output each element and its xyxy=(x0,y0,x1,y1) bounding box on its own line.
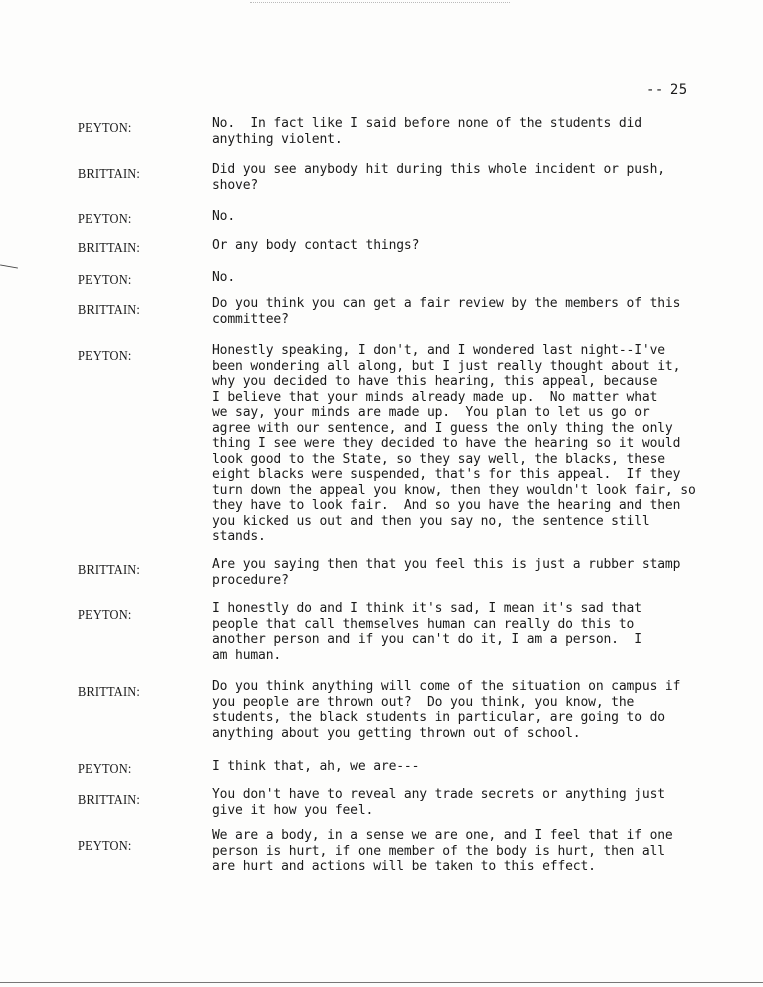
margin-mark xyxy=(0,264,18,268)
speaker-label: BRITTAIN: xyxy=(78,562,141,577)
speaker-label: BRITTAIN: xyxy=(78,302,141,317)
page-number xyxy=(646,82,688,98)
speaker-label: PEYTON: xyxy=(78,211,132,226)
speaker-label: PEYTON: xyxy=(78,607,132,622)
speech-text: Do you think anything will come of the situation on campus if you people are thrown out? Do you think, you know, the students, the black students in particular, are going to do anything about you getting thrown out of school. xyxy=(212,679,681,741)
speech-text: No. xyxy=(212,270,236,285)
speaker-label: PEYTON: xyxy=(78,120,132,135)
speaker-label: BRITTAIN: xyxy=(78,166,141,181)
bottom-edge-line xyxy=(0,982,763,983)
speech-text: No. xyxy=(212,209,236,224)
speech-text: Did you see anybody hit during this whole incident or push, shove? xyxy=(212,162,665,193)
top-edge-mark xyxy=(250,2,510,3)
speech-text: You don't have to reveal any trade secrets or anything just give it how you feel. xyxy=(212,787,665,818)
speaker-label: BRITTAIN: xyxy=(78,684,141,699)
page-number-value: 25 xyxy=(669,82,688,98)
speech-text: No. In fact like I said before none of the students did anything violent. xyxy=(212,116,642,147)
speech-text: Do you think you can get a fair review by the members of this committee? xyxy=(212,296,681,327)
speech-text: Are you saying then that you feel this is just a rubber stamp procedure? xyxy=(212,557,681,588)
speech-text: We are a body, in a sense we are one, and I feel that if one person is hurt, if one member of the body is hurt, then all are hurt and actions will be taken to this effect. xyxy=(212,828,673,874)
speech-text: I honestly do and I think it's sad, I mean it's sad that people that call themselves human can really do this to another person and if you can't do it, I am a person. I am human. xyxy=(212,601,642,663)
speaker-label: BRITTAIN: xyxy=(78,240,141,255)
speech-text: I think that, ah, we are--- xyxy=(212,759,420,774)
speaker-label: PEYTON: xyxy=(78,761,132,776)
speaker-label: PEYTON: xyxy=(78,272,132,287)
page-number-prefix: -- xyxy=(646,82,664,98)
speech-text: Honestly speaking, I don't, and I wondered last night--I've been wondering all along, but I just really thought about it, why you decided to have this hearing, this appeal, because I believe that your minds already made up. No matter what we say, your minds are made up. You plan to let us go or agree with our sentence, and I guess the only thing the only thing I see were they decided to have the hearing so it would look good to the State, so they say well, the blacks, these eight blacks were suspended, that's for this appeal. If they turn down the appeal you know, then they wouldn't look fair, so they have to look fair. And so you have the hearing and then you kicked us out and then you say no, the sentence still stands. xyxy=(212,343,696,544)
speech-text: Or any body contact things? xyxy=(212,238,420,253)
speaker-label: PEYTON: xyxy=(78,838,132,853)
speaker-label: BRITTAIN: xyxy=(78,792,141,807)
speaker-label: PEYTON: xyxy=(78,348,132,363)
